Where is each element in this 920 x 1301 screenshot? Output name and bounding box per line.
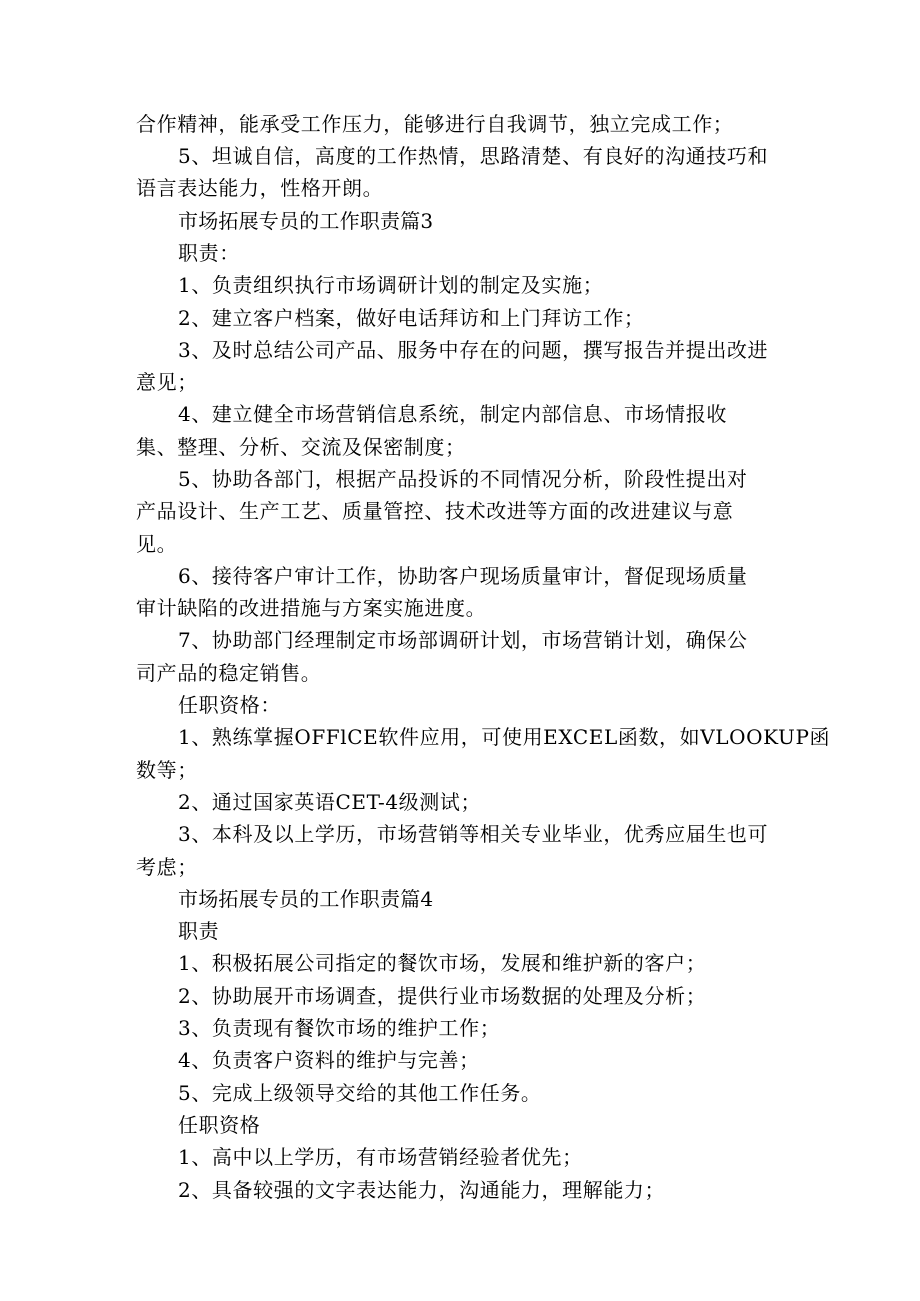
section-heading: 市场拓展专员的工作职责篇3 bbox=[178, 209, 434, 233]
section-heading: 市场拓展专员的工作职责篇4 bbox=[178, 887, 434, 911]
text-line: 3、及时总结公司产品、服务中存在的问题，撰写报告并提出改进 bbox=[178, 338, 769, 362]
text-line: 2、建立客户档案，做好电话拜访和上门拜访工作； bbox=[178, 306, 645, 330]
subheading: 任职资格： bbox=[178, 693, 281, 717]
text-line: 1、高中以上学历，有市场营销经验者优先； bbox=[178, 1145, 583, 1169]
text-line: 5、坦诚自信，高度的工作热情，思路清楚、有良好的沟通技巧和 bbox=[178, 144, 769, 168]
text-line: 1、积极拓展公司指定的餐饮市场，发展和维护新的客户； bbox=[178, 951, 707, 975]
text-line: 1、熟练掌握OFFlCE软件应用，可使用EXCEL函数，如VLOOKUP函 bbox=[178, 725, 831, 749]
text-line: 5、协助各部门，根据产品投诉的不同情况分析，阶段性提出对 bbox=[178, 467, 748, 491]
text-line: 1、负责组织执行市场调研计划的制定及实施； bbox=[178, 273, 604, 297]
text-line: 合作精神，能承受工作压力，能够进行自我调节，独立完成工作； bbox=[136, 112, 734, 136]
subheading: 职责： bbox=[178, 241, 240, 265]
text-line: 见。 bbox=[136, 532, 178, 556]
text-line: 产品设计、生产工艺、质量管控、技术改进等方面的改进建议与意 bbox=[136, 499, 734, 523]
text-line: 4、建立健全市场营销信息系统，制定内部信息、市场情报收 bbox=[178, 402, 727, 426]
text-line: 数等； bbox=[136, 758, 198, 782]
text-line: 3、本科及以上学历，市场营销等相关专业毕业，优秀应届生也可 bbox=[178, 822, 769, 846]
text-line: 司产品的稳定销售。 bbox=[136, 661, 322, 685]
text-line: 审计缺陷的改进措施与方案实施进度。 bbox=[136, 596, 487, 620]
text-line: 2、协助展开市场调查，提供行业市场数据的处理及分析； bbox=[178, 984, 707, 1008]
text-line: 6、接待客户审计工作，协助客户现场质量审计，督促现场质量 bbox=[178, 564, 748, 588]
text-line: 4、负责客户资料的维护与完善； bbox=[178, 1048, 480, 1072]
text-line: 2、通过国家英语CET-4级测试； bbox=[178, 790, 482, 814]
text-line: 3、负责现有餐饮市场的维护工作； bbox=[178, 1016, 501, 1040]
subheading: 任职资格 bbox=[178, 1113, 261, 1137]
text-line: 语言表达能力，性格开朗。 bbox=[136, 176, 384, 200]
text-line: 考虑； bbox=[136, 855, 198, 879]
text-line: 7、协助部门经理制定市场部调研计划，市场营销计划，确保公 bbox=[178, 628, 748, 652]
subheading: 职责 bbox=[178, 919, 220, 943]
text-line: 集、整理、分析、交流及保密制度； bbox=[136, 435, 466, 459]
text-line: 5、完成上级领导交给的其他工作任务。 bbox=[178, 1081, 542, 1105]
text-line: 2、具备较强的文字表达能力，沟通能力，理解能力； bbox=[178, 1178, 666, 1202]
text-line: 意见； bbox=[136, 370, 198, 394]
